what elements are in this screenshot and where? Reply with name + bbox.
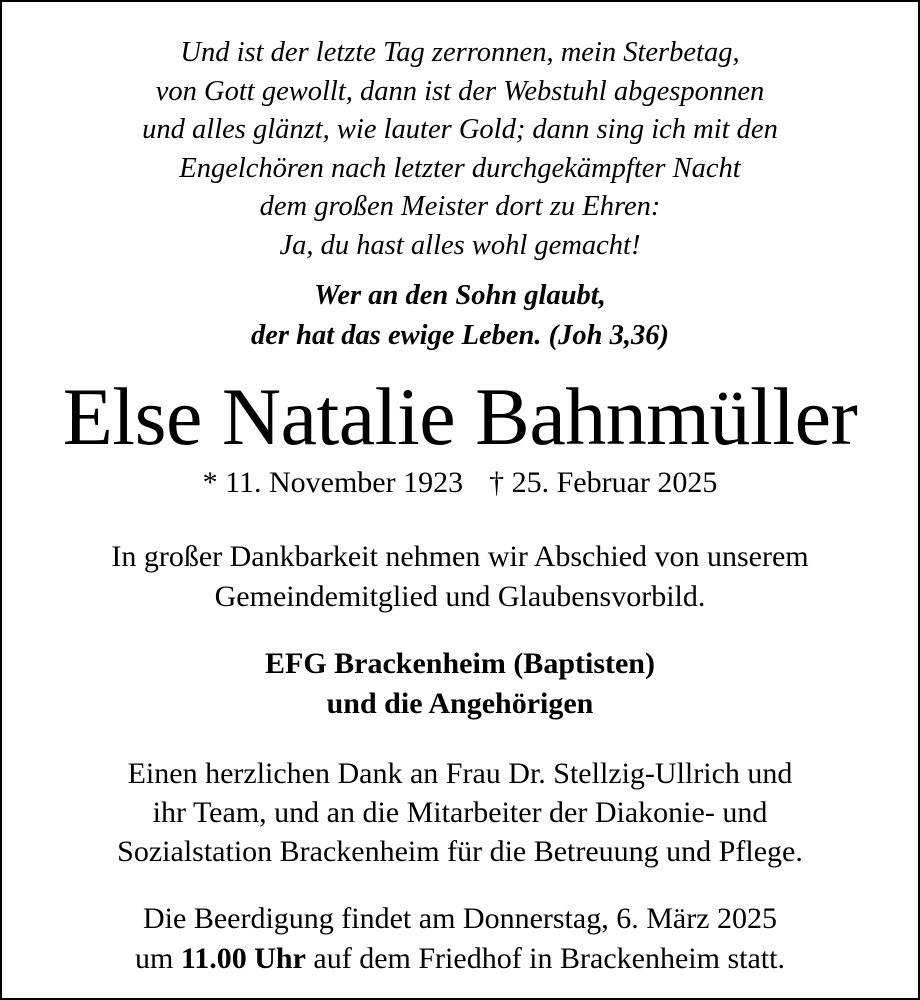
funeral-date-line: Die Beerdigung findet am Donnerstag, 6. März 2025 — [143, 902, 777, 935]
poem-line: dem großen Meister dort zu Ehren: — [259, 191, 661, 222]
birth-date: * 11. November 1923 — [202, 466, 464, 499]
poem-line: und alles glänzt, wie lauter Gold; dann sing ich mit den — [142, 114, 778, 145]
farewell-line: In großer Dankbarkeit nehmen wir Abschied von unserem — [111, 540, 809, 573]
funeral-info — [2, 899, 918, 979]
mourners — [2, 644, 918, 724]
mourners-line: und die Angehörigen — [326, 687, 594, 720]
poem-line: Ja, du hast alles wohl gemacht! — [279, 229, 641, 261]
farewell-text — [2, 537, 918, 617]
poem — [2, 34, 918, 265]
poem-line: von Gott gewollt, dann ist der Webstuhl abgesponnen — [155, 75, 765, 107]
gratitude-text — [2, 754, 918, 871]
poem-line: Und ist der letzte Tag zerronnen, mein Sterbetag, — [180, 37, 740, 68]
gratitude-line: Sozialstation Brackenheim für die Betreuung und Pflege. — [117, 835, 803, 868]
death-date: † 25. Februar 2025 — [489, 466, 718, 499]
gratitude-line: Einen herzlichen Dank an Frau Dr. Stellzig-Ullrich und — [127, 757, 793, 790]
deceased-name: Else Natalie Bahnmüller — [62, 371, 858, 462]
funeral-prefix: um — [135, 942, 181, 975]
life-dates — [2, 465, 918, 501]
mourners-line: EFG Brackenheim (Baptisten) — [265, 647, 655, 680]
poem-line: Engelchören nach letzter durchgekämpfter Nacht — [179, 152, 741, 184]
funeral-suffix: auf dem Friedhof in Brackenheim statt. — [305, 942, 785, 975]
verse-line: Wer an den Sohn glaubt, — [314, 280, 606, 311]
verse-line: der hat das ewige Leben. (Joh 3,36) — [251, 320, 669, 351]
bible-verse — [2, 276, 918, 356]
funeral-place-line — [2, 939, 918, 979]
funeral-time: 11.00 Uhr — [180, 942, 306, 975]
farewell-line: Gemeindemitglied und Glaubensvorbild. — [214, 580, 706, 613]
gratitude-line: ihr Team, und an die Mitarbeiter der Diakonie- und — [152, 796, 768, 829]
